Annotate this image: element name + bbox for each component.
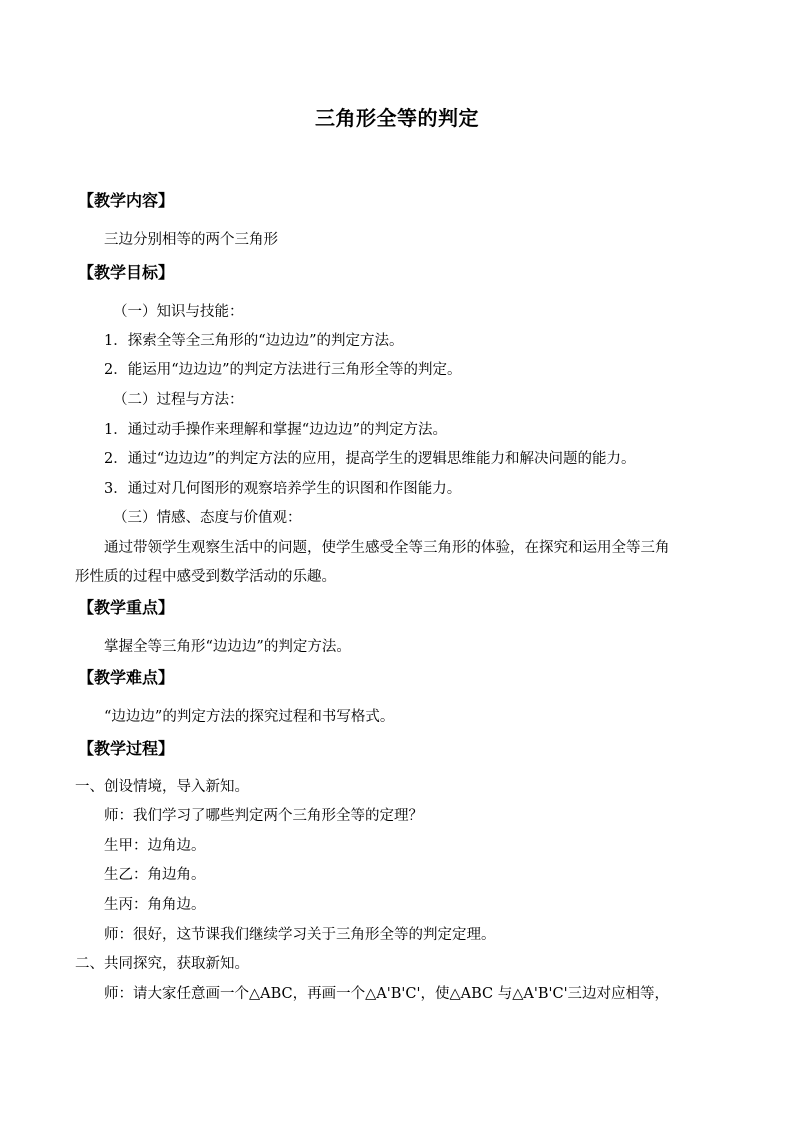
document-title: 三角形全等的判定 [315, 106, 479, 130]
section-heading-goals: 【教学目标】 [78, 263, 175, 282]
goal-2-heading: （二）过程与方法： [113, 392, 244, 408]
goal-2-item-1: 1．通过动手操作来理解和掌握“边边边”的判定方法。 [104, 422, 448, 438]
step-1-heading: 一、创设情境，导入新知。 [75, 779, 249, 795]
section-heading-process: 【教学过程】 [78, 739, 175, 758]
step-1-line-3: 生乙：角边角。 [104, 867, 206, 883]
step-2-heading: 二、共同探究，获取新知。 [75, 956, 249, 972]
content-text: 三边分别相等的两个三角形 [104, 232, 278, 248]
goal-3-text-line2: 形性质的过程中感受到数学活动的乐趣。 [75, 569, 336, 585]
step-1-line-5: 师：很好，这节课我们继续学习关于三角形全等的判定定理。 [104, 927, 496, 943]
goal-2-item-2: 2．通过“边边边”的判定方法的应用，提高学生的逻辑思维能力和解决问题的能力。 [104, 451, 636, 467]
section-heading-content: 【教学内容】 [78, 191, 175, 210]
goal-1-item-1: 1．探索全等全三角形的“边边边”的判定方法。 [104, 333, 404, 349]
step-1-line-4: 生丙：角角边。 [104, 897, 206, 913]
step-2-line-1: 师：请大家任意画一个△ABC，再画一个△A'B'C'，使△ABC 与△A'B'C'三边对应相等， [104, 986, 670, 1002]
section-heading-key: 【教学重点】 [78, 598, 175, 617]
step-1-line-2: 生甲：边角边。 [104, 838, 206, 854]
difficulty-text: “边边边”的判定方法的探究过程和书写格式。 [104, 709, 395, 725]
key-text: 掌握全等三角形“边边边”的判定方法。 [104, 639, 351, 655]
step-1-line-1: 师：我们学习了哪些判定两个三角形全等的定理？ [104, 808, 423, 824]
goal-3-text-line1: 通过带领学生观察生活中的问题，使学生感受全等三角形的体验，在探究和运用全等三角 [104, 540, 670, 556]
goal-1-heading: （一）知识与技能： [113, 304, 244, 320]
section-heading-difficulty: 【教学难点】 [78, 668, 175, 687]
goal-1-item-2: 2．能运用“边边边”的判定方法进行三角形全等的判定。 [104, 362, 462, 378]
goal-3-heading: （三）情感、态度与价值观： [113, 510, 302, 526]
goal-2-item-3: 3．通过对几何图形的观察培养学生的识图和作图能力。 [104, 481, 462, 497]
